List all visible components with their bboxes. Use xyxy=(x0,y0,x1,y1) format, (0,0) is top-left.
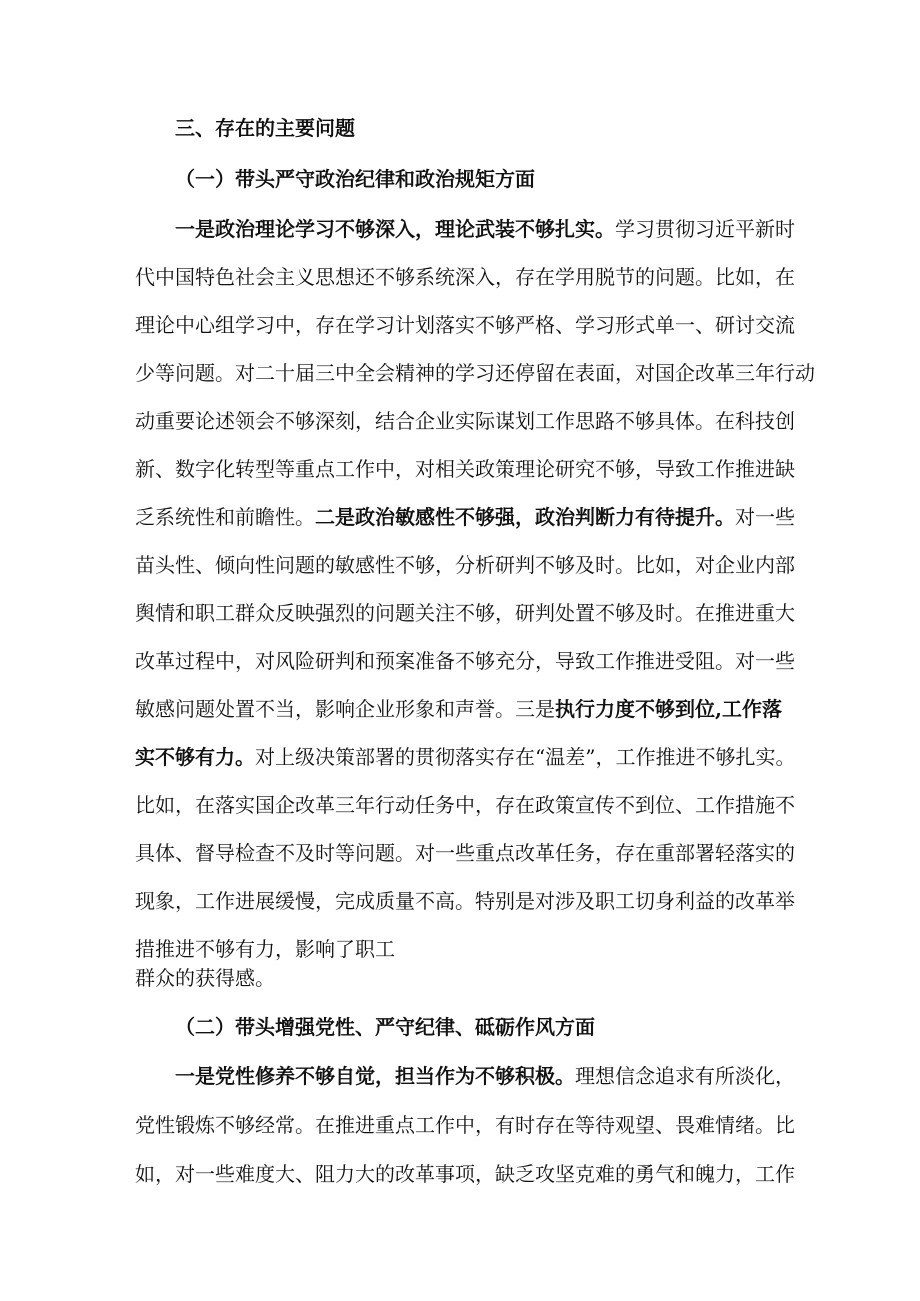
paragraph-line: 现象，工作进展缓慢，完成质量不高。特别是对涉及职工切身利益的改革举 xyxy=(135,889,795,913)
paragraph-line: 理论中心组学习中，存在学习计划落实不够严格、学习形式单一、研讨交流 xyxy=(135,313,795,337)
paragraph-line: 比如，在落实国企改革三年行动任务中，存在政策宣传不到位、工作措施不 xyxy=(135,793,795,817)
paragraph-line: 具体、督导检查不及时等问题。对一些重点改革任务，存在重部署轻落实的 xyxy=(135,841,795,865)
bold-phrase: 执行力度不够到位,工作落 xyxy=(555,697,782,721)
paragraph-line: 措推进不够有力，影响了职工 xyxy=(135,937,395,961)
paragraph-line: 苗头性、倾向性问题的敏感性不够，分析研判不够及时。比如，对企业内部 xyxy=(135,553,795,577)
paragraph-line xyxy=(135,502,795,532)
subsection-heading-1: （一）带头严守政治纪律和政治规矩方面 xyxy=(175,167,535,191)
paragraph-line: 新、数字化转型等重点工作中，对相关政策理论研究不够，导致工作推进缺 xyxy=(135,457,795,481)
paragraph-line: 群众的获得感。 xyxy=(135,966,275,990)
section-heading: 三、存在的主要问题 xyxy=(175,116,355,140)
paragraph-line: 改革过程中，对风险研判和预案准备不够充分，导致工作推进受阻。对一些 xyxy=(135,649,795,673)
line-text: 学习贯彻习近平新时 xyxy=(615,217,795,241)
paragraph-line: 如，对一些难度大、阻力大的改革事项，缺乏攻坚克难的勇气和魄力，工作 xyxy=(135,1162,795,1186)
paragraph-line xyxy=(135,742,795,772)
line-text: 对上级决策部署的贯彻落实存在“温差”，工作推进不够扎实。 xyxy=(255,745,796,769)
line-text: 对一些 xyxy=(735,505,795,529)
line-text: 理想信念追求有所淡化， xyxy=(575,1064,795,1088)
bold-phrase: 一是党性修养不够自觉，担当作为不够积极。 xyxy=(175,1064,575,1088)
paragraph-line: 党性锻炼不够经常。在推进重点工作中，有时存在等待观望、畏难情绪。比 xyxy=(135,1113,795,1137)
bold-phrase: 一是政治理论学习不够深入，理论武装不够扎实。 xyxy=(175,217,615,241)
bold-phrase: 二是政治敏感性不够强，政治判断力有待提升。 xyxy=(315,505,735,529)
paragraph-line xyxy=(175,1061,795,1091)
paragraph-line xyxy=(135,694,782,724)
paragraph-line xyxy=(175,214,795,244)
paragraph-line: 少等问题。对二十届三中全会精神的学习还停留在表面，对国企改革三年行动 xyxy=(135,361,815,385)
subsection-heading-2: （二）带头增强党性、严守纪律、砥砺作风方面 xyxy=(175,1015,595,1039)
paragraph-line: 动重要论述领会不够深刻，结合企业实际谋划工作思路不够具体。在科技创 xyxy=(135,409,795,433)
paragraph-line: 代中国特色社会主义思想还不够系统深入，存在学用脱节的问题。比如，在 xyxy=(135,265,795,289)
paragraph-line: 舆情和职工群众反映强烈的问题关注不够，研判处置不够及时。在推进重大 xyxy=(135,601,795,625)
bold-phrase: 实不够有力。 xyxy=(135,745,255,769)
line-text: 敏感问题处置不当，影响企业形象和声誉。三是 xyxy=(135,697,555,721)
line-text: 乏系统性和前瞻性。 xyxy=(135,505,315,529)
